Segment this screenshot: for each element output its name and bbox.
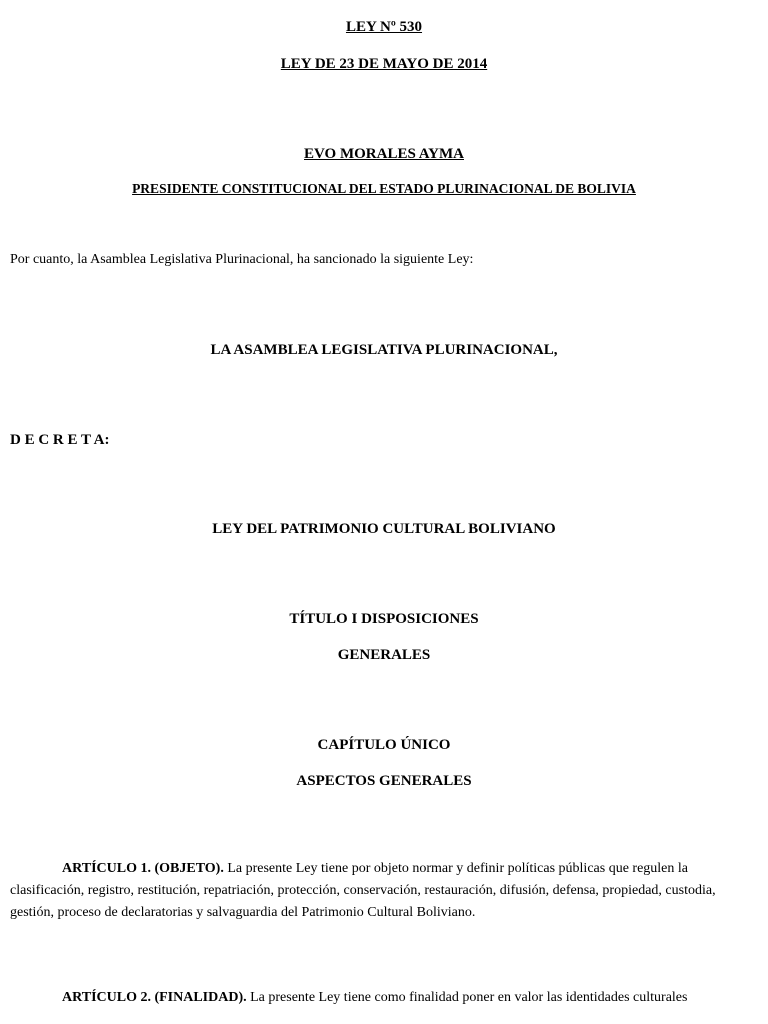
title-section-line1: TÍTULO I DISPOSICIONES	[289, 611, 479, 627]
title-section-line2: GENERALES	[337, 647, 431, 663]
law-number: LEY Nº 530	[345, 19, 423, 35]
president-title: PRESIDENTE CONSTITUCIONAL DEL ESTADO PLURINACIONAL DE BOLIVIA	[132, 181, 636, 196]
article-2-line1	[10, 987, 768, 1009]
article-1-line3: gestión, proceso de declaratorias y salvaguardia del Patrimonio Cultural Boliviano.	[10, 905, 476, 920]
preamble-text: Por cuanto, la Asamblea Legislativa Plurinacional, ha sancionado la siguiente Ley:	[10, 252, 474, 267]
article-1-line2: clasificación, registro, restitución, repatriación, protección, conservación, restauración, difusión, defensa, propiedad, custodia,	[10, 883, 716, 898]
law-date: LEY DE 23 DE MAYO DE 2014	[280, 56, 488, 72]
article-2-heading: ARTÍCULO 2. (FINALIDAD).	[62, 990, 247, 1005]
article-1	[10, 858, 768, 924]
article-2	[10, 987, 768, 1009]
article-2-text-line1: La presente Ley tiene como finalidad poner en valor las identidades culturales	[246, 990, 688, 1005]
article-1-text-line1: La presente Ley tiene por objeto normar y definir políticas públicas que regulen la	[223, 861, 688, 876]
president-name: EVO MORALES AYMA	[304, 146, 464, 162]
assembly-heading: LA ASAMBLEA LEGISLATIVA PLURINACIONAL,	[210, 342, 558, 358]
article-1-line1	[10, 858, 768, 880]
law-title: LEY DEL PATRIMONIO CULTURAL BOLIVIANO	[212, 521, 556, 537]
chapter-line1: CAPÍTULO ÚNICO	[317, 737, 451, 753]
article-1-heading: ARTÍCULO 1. (OBJETO).	[62, 861, 224, 876]
chapter-line2: ASPECTOS GENERALES	[296, 773, 472, 789]
decree-heading: D E C R E T A:	[10, 432, 110, 448]
